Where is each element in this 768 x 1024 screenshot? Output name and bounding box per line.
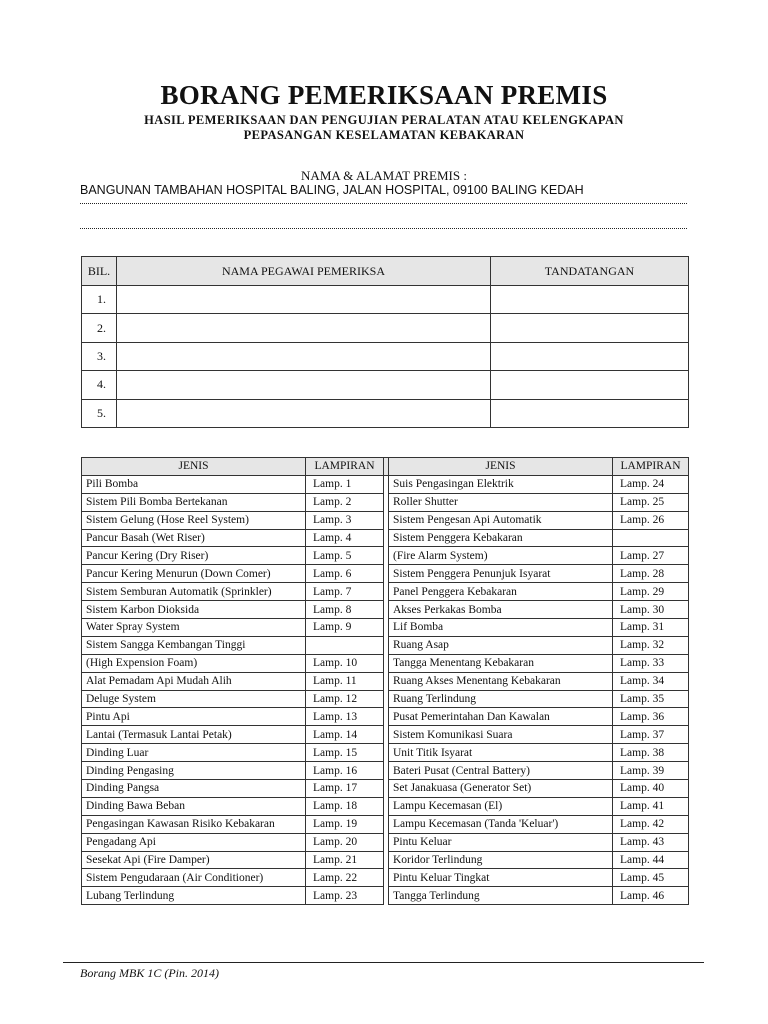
lampiran-cell: Lamp. 40 (613, 780, 689, 798)
inspector-table-header (82, 257, 689, 286)
jenis-cell: Deluge System (82, 690, 306, 708)
lampiran-cell: Lamp. 37 (613, 726, 689, 744)
lampiran-row (82, 636, 689, 654)
inspector-row (82, 314, 689, 342)
lampiran-cell: Lamp. 31 (613, 619, 689, 637)
lampiran-row (82, 583, 689, 601)
lampiran-row (82, 815, 689, 833)
inspector-name-cell[interactable] (117, 314, 491, 342)
lampiran-cell: Lamp. 11 (306, 672, 384, 690)
lampiran-table (81, 457, 689, 905)
lampiran-cell: Lamp. 7 (306, 583, 384, 601)
jenis-cell: Sistem Penggera Kebakaran (389, 529, 613, 547)
dotted-fill-line (80, 203, 687, 204)
jenis-cell: Ruang Terlindung (389, 690, 613, 708)
lampiran-cell: Lamp. 3 (306, 511, 384, 529)
lampiran-cell: Lamp. 5 (306, 547, 384, 565)
lampiran-cell: Lamp. 42 (613, 815, 689, 833)
jenis-cell: Dinding Pangsa (82, 780, 306, 798)
jenis-cell: Roller Shutter (389, 493, 613, 511)
lampiran-cell: Lamp. 23 (306, 887, 384, 905)
jenis-cell: Pintu Keluar (389, 833, 613, 851)
lampiran-row (82, 565, 689, 583)
lampiran-cell: Lamp. 19 (306, 815, 384, 833)
lampiran-row (82, 475, 689, 493)
lampiran-row (82, 601, 689, 619)
jenis-cell: Ruang Akses Menentang Kebakaran (389, 672, 613, 690)
jenis-cell: Pancur Kering (Dry Riser) (82, 547, 306, 565)
jenis-cell: Sistem Karbon Dioksida (82, 601, 306, 619)
inspector-name-cell[interactable] (117, 342, 491, 370)
lampiran-cell: Lamp. 33 (613, 654, 689, 672)
signature-cell[interactable] (491, 314, 689, 342)
lampiran-cell (306, 636, 384, 654)
lampiran-cell: Lamp. 24 (613, 475, 689, 493)
jenis-cell: Pintu Api (82, 708, 306, 726)
lampiran-cell: Lamp. 41 (613, 797, 689, 815)
lampiran-row (82, 887, 689, 905)
jenis-cell: Pengadang Api (82, 833, 306, 851)
lampiran-cell: Lamp. 18 (306, 797, 384, 815)
jenis-cell: Dinding Luar (82, 744, 306, 762)
lampiran-row (82, 797, 689, 815)
lampiran-row (82, 529, 689, 547)
signature-cell[interactable] (491, 342, 689, 370)
lampiran-cell: Lamp. 39 (613, 762, 689, 780)
lampiran-row (82, 690, 689, 708)
jenis-cell: Set Janakuasa (Generator Set) (389, 780, 613, 798)
lampiran-cell: Lamp. 10 (306, 654, 384, 672)
lampiran-cell: Lamp. 14 (306, 726, 384, 744)
premis-address: BANGUNAN TAMBAHAN HOSPITAL BALING, JALAN HOSPITAL, 09100 BALING KEDAH (80, 183, 584, 197)
premis-label: NAMA & ALAMAT PREMIS : (301, 168, 467, 183)
jenis-cell: Lampu Kecemasan (Tanda 'Keluar') (389, 815, 613, 833)
jenis-cell: Sistem Pengesan Api Automatik (389, 511, 613, 529)
jenis-cell: Sistem Pili Bomba Bertekanan (82, 493, 306, 511)
lampiran-row (82, 547, 689, 565)
header-jenis-left: JENIS (82, 458, 306, 476)
jenis-cell: Tangga Menentang Kebakaran (389, 654, 613, 672)
jenis-cell: Akses Perkakas Bomba (389, 601, 613, 619)
lampiran-cell: Lamp. 44 (613, 851, 689, 869)
lampiran-cell: Lamp. 25 (613, 493, 689, 511)
signature-cell[interactable] (491, 371, 689, 399)
jenis-cell: Dinding Bawa Beban (82, 797, 306, 815)
signature-cell[interactable] (491, 286, 689, 314)
jenis-cell: Pancur Basah (Wet Riser) (82, 529, 306, 547)
lampiran-cell: Lamp. 22 (306, 869, 384, 887)
lampiran-cell: Lamp. 27 (613, 547, 689, 565)
jenis-cell: Sistem Komunikasi Suara (389, 726, 613, 744)
inspector-name-cell[interactable] (117, 371, 491, 399)
signature-cell[interactable] (491, 399, 689, 427)
lampiran-cell: Lamp. 8 (306, 601, 384, 619)
lampiran-cell: Lamp. 16 (306, 762, 384, 780)
lampiran-cell: Lamp. 32 (613, 636, 689, 654)
inspector-name-cell[interactable] (117, 286, 491, 314)
form-title: BORANG PEMERIKSAAN PREMIS (160, 80, 608, 110)
lampiran-cell (613, 529, 689, 547)
inspector-table (81, 256, 689, 428)
lampiran-row (82, 851, 689, 869)
lampiran-row (82, 493, 689, 511)
row-number: 3. (82, 342, 117, 370)
row-number: 5. (82, 399, 117, 427)
jenis-cell: Water Spray System (82, 619, 306, 637)
lampiran-cell: Lamp. 43 (613, 833, 689, 851)
lampiran-cell: Lamp. 17 (306, 780, 384, 798)
lampiran-row (82, 780, 689, 798)
jenis-cell: Panel Penggera Kebakaran (389, 583, 613, 601)
lampiran-row (82, 654, 689, 672)
jenis-cell: Lantai (Termasuk Lantai Petak) (82, 726, 306, 744)
lampiran-cell: Lamp. 6 (306, 565, 384, 583)
jenis-cell: Sistem Pengudaraan (Air Conditioner) (82, 869, 306, 887)
jenis-cell: Pintu Keluar Tingkat (389, 869, 613, 887)
lampiran-row (82, 619, 689, 637)
lampiran-row (82, 833, 689, 851)
lampiran-row (82, 726, 689, 744)
jenis-cell: Lubang Terlindung (82, 887, 306, 905)
jenis-cell: Tangga Terlindung (389, 887, 613, 905)
lampiran-cell: Lamp. 30 (613, 601, 689, 619)
header-lampiran-right: LAMPIRAN (613, 458, 689, 476)
row-number: 1. (82, 286, 117, 314)
jenis-cell: Koridor Terlindung (389, 851, 613, 869)
jenis-cell: Sesekat Api (Fire Damper) (82, 851, 306, 869)
lampiran-cell: Lamp. 38 (613, 744, 689, 762)
lampiran-cell: Lamp. 21 (306, 851, 384, 869)
jenis-cell: Lif Bomba (389, 619, 613, 637)
inspector-row (82, 399, 689, 427)
jenis-cell: Ruang Asap (389, 636, 613, 654)
lampiran-row (82, 762, 689, 780)
lampiran-row (82, 672, 689, 690)
inspector-row (82, 342, 689, 370)
lampiran-row (82, 511, 689, 529)
header-jenis-right: JENIS (389, 458, 613, 476)
jenis-cell: Pancur Kering Menurun (Down Comer) (82, 565, 306, 583)
lampiran-cell: Lamp. 28 (613, 565, 689, 583)
jenis-cell: Sistem Penggera Penunjuk Isyarat (389, 565, 613, 583)
lampiran-cell: Lamp. 29 (613, 583, 689, 601)
lampiran-cell: Lamp. 12 (306, 690, 384, 708)
inspector-name-cell[interactable] (117, 399, 491, 427)
lampiran-row (82, 869, 689, 887)
jenis-cell: Sistem Gelung (Hose Reel System) (82, 511, 306, 529)
inspector-row (82, 286, 689, 314)
jenis-cell: Bateri Pusat (Central Battery) (389, 762, 613, 780)
lampiran-cell: Lamp. 45 (613, 869, 689, 887)
lampiran-row (82, 708, 689, 726)
lampiran-cell: Lamp. 46 (613, 887, 689, 905)
jenis-cell: Pengasingan Kawasan Risiko Kebakaran (82, 815, 306, 833)
jenis-cell: Pili Bomba (82, 475, 306, 493)
lampiran-cell: Lamp. 9 (306, 619, 384, 637)
jenis-cell: Sistem Sangga Kembangan Tinggi (82, 636, 306, 654)
jenis-cell: Pusat Pemerintahan Dan Kawalan (389, 708, 613, 726)
lampiran-cell: Lamp. 15 (306, 744, 384, 762)
lampiran-cell: Lamp. 34 (613, 672, 689, 690)
lampiran-cell: Lamp. 26 (613, 511, 689, 529)
lampiran-cell: Lamp. 13 (306, 708, 384, 726)
jenis-cell: Suis Pengasingan Elektrik (389, 475, 613, 493)
form-subtitle-line2: PEPASANGAN KESELAMATAN KEBAKARAN (243, 128, 525, 142)
jenis-cell: Lampu Kecemasan (El) (389, 797, 613, 815)
lampiran-cell: Lamp. 20 (306, 833, 384, 851)
form-subtitle-line1: HASIL PEMERIKSAAN DAN PENGUJIAN PERALATAN ATAU KELENGKAPAN (144, 113, 624, 127)
jenis-cell: (High Expension Foam) (82, 654, 306, 672)
row-number: 4. (82, 371, 117, 399)
form-code: Borang MBK 1C (Pin. 2014) (80, 966, 219, 980)
jenis-cell: (Fire Alarm System) (389, 547, 613, 565)
jenis-cell: Alat Pemadam Api Mudah Alih (82, 672, 306, 690)
jenis-cell: Sistem Semburan Automatik (Sprinkler) (82, 583, 306, 601)
jenis-cell: Dinding Pengasing (82, 762, 306, 780)
row-number: 2. (82, 314, 117, 342)
lampiran-row (82, 744, 689, 762)
footer-divider (63, 962, 704, 963)
lampiran-cell: Lamp. 2 (306, 493, 384, 511)
dotted-fill-line (80, 228, 687, 229)
lampiran-cell: Lamp. 35 (613, 690, 689, 708)
jenis-cell: Unit Titik Isyarat (389, 744, 613, 762)
header-lampiran-left: LAMPIRAN (306, 458, 384, 476)
header-bil: BIL. (82, 257, 117, 286)
lampiran-cell: Lamp. 1 (306, 475, 384, 493)
header-tandatangan: TANDATANGAN (491, 257, 689, 286)
inspector-row (82, 371, 689, 399)
header-nama-pegawai: NAMA PEGAWAI PEMERIKSA (117, 257, 491, 286)
lampiran-table-header (82, 458, 689, 476)
lampiran-cell: Lamp. 4 (306, 529, 384, 547)
lampiran-cell: Lamp. 36 (613, 708, 689, 726)
